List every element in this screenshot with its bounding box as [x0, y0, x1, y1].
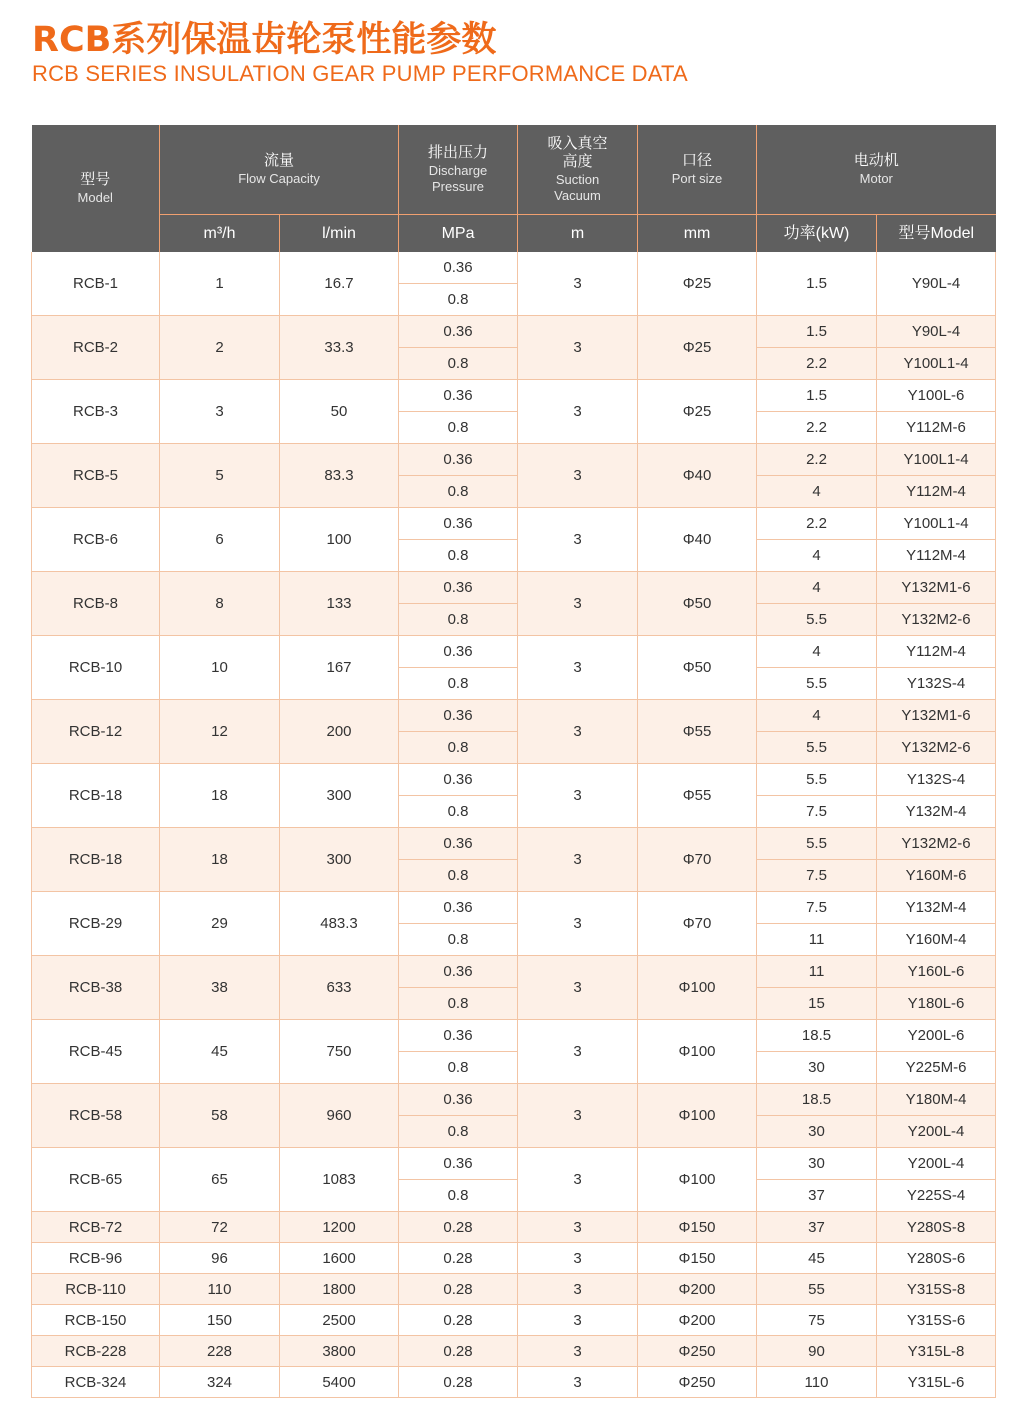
pressure-cell: 0.28: [399, 1305, 518, 1336]
motor-model-cell: Y132S-4: [877, 668, 996, 700]
motor-model-cell: Y200L-6: [877, 1020, 996, 1052]
suction-cell: 3: [518, 700, 638, 764]
unit-m3h: m³/h: [160, 215, 280, 253]
motor-model-cell: Y315L-8: [877, 1336, 996, 1367]
port-cell: Φ200: [638, 1305, 757, 1336]
power-cell: 5.5: [757, 604, 877, 636]
flow-lmin-cell: 100: [280, 508, 399, 572]
suction-cell: 3: [518, 380, 638, 444]
model-cell: RCB-65: [32, 1148, 160, 1212]
flow-m3h-cell: 2: [160, 316, 280, 380]
suction-cell: 3: [518, 636, 638, 700]
table-row: [32, 444, 996, 476]
motor-model-cell: Y112M-6: [877, 412, 996, 444]
pressure-cell: 0.8: [399, 860, 518, 892]
power-cell: 2.2: [757, 412, 877, 444]
flow-lmin-cell: 83.3: [280, 444, 399, 508]
page-title: RCB系列保温齿轮泵性能参数: [32, 20, 497, 60]
model-cell: RCB-1: [32, 252, 160, 316]
motor-model-cell: Y132M1-6: [877, 700, 996, 732]
flow-lmin-cell: 50: [280, 380, 399, 444]
flow-lmin-cell: 750: [280, 1020, 399, 1084]
header-port: 口径 Port size: [638, 125, 757, 215]
motor-model-cell: Y132M1-6: [877, 572, 996, 604]
port-cell: Φ250: [638, 1367, 757, 1398]
table-row: [32, 252, 996, 284]
power-cell: 1.5: [757, 380, 877, 412]
pressure-cell: 0.36: [399, 380, 518, 412]
table-row: [32, 1274, 996, 1305]
suction-cell: 3: [518, 316, 638, 380]
power-cell: 7.5: [757, 796, 877, 828]
flow-m3h-cell: 5: [160, 444, 280, 508]
model-cell: RCB-38: [32, 956, 160, 1020]
power-cell: 7.5: [757, 860, 877, 892]
port-cell: Φ40: [638, 508, 757, 572]
suction-cell: 3: [518, 572, 638, 636]
table-row: [32, 380, 996, 412]
flow-m3h-cell: 12: [160, 700, 280, 764]
power-cell: 11: [757, 956, 877, 988]
table-row: [32, 508, 996, 540]
pressure-cell: 0.36: [399, 764, 518, 796]
pressure-cell: 0.8: [399, 476, 518, 508]
power-cell: 4: [757, 636, 877, 668]
suction-cell: 3: [518, 764, 638, 828]
flow-lmin-cell: 2500: [280, 1305, 399, 1336]
pressure-cell: 0.28: [399, 1367, 518, 1398]
flow-m3h-cell: 1: [160, 252, 280, 316]
performance-table: [31, 125, 996, 1398]
model-cell: RCB-10: [32, 636, 160, 700]
model-cell: RCB-18: [32, 828, 160, 892]
flow-lmin-cell: 167: [280, 636, 399, 700]
model-cell: RCB-96: [32, 1243, 160, 1274]
pressure-cell: 0.36: [399, 252, 518, 284]
pressure-cell: 0.8: [399, 732, 518, 764]
suction-cell: 3: [518, 1336, 638, 1367]
flow-m3h-cell: 8: [160, 572, 280, 636]
power-cell: 11: [757, 924, 877, 956]
pressure-cell: 0.28: [399, 1212, 518, 1243]
table-row: [32, 828, 996, 860]
pressure-cell: 0.36: [399, 572, 518, 604]
flow-lmin-cell: 1600: [280, 1243, 399, 1274]
header-motor: 电动机 Motor: [757, 125, 996, 215]
motor-model-cell: Y180M-4: [877, 1084, 996, 1116]
header-flow: 流量 Flow Capacity: [160, 125, 399, 215]
power-cell: 55: [757, 1274, 877, 1305]
table-row: [32, 1084, 996, 1116]
suction-cell: 3: [518, 828, 638, 892]
model-cell: RCB-8: [32, 572, 160, 636]
table-row: [32, 636, 996, 668]
unit-lmin: l/min: [280, 215, 399, 253]
pressure-cell: 0.8: [399, 796, 518, 828]
flow-m3h-cell: 65: [160, 1148, 280, 1212]
flow-m3h-cell: 96: [160, 1243, 280, 1274]
flow-m3h-cell: 10: [160, 636, 280, 700]
flow-m3h-cell: 38: [160, 956, 280, 1020]
pressure-cell: 0.8: [399, 668, 518, 700]
model-cell: RCB-324: [32, 1367, 160, 1398]
port-cell: Φ150: [638, 1212, 757, 1243]
port-cell: Φ25: [638, 252, 757, 316]
port-cell: Φ70: [638, 828, 757, 892]
flow-m3h-cell: 324: [160, 1367, 280, 1398]
port-cell: Φ70: [638, 892, 757, 956]
suction-cell: 3: [518, 1148, 638, 1212]
pressure-cell: 0.8: [399, 1180, 518, 1212]
motor-model-cell: Y132S-4: [877, 764, 996, 796]
table-row: [32, 1212, 996, 1243]
flow-lmin-cell: 1200: [280, 1212, 399, 1243]
flow-m3h-cell: 45: [160, 1020, 280, 1084]
table-row: [32, 1336, 996, 1367]
pressure-cell: 0.36: [399, 444, 518, 476]
power-cell: 5.5: [757, 764, 877, 796]
table-row: [32, 700, 996, 732]
flow-m3h-cell: 150: [160, 1305, 280, 1336]
flow-m3h-cell: 228: [160, 1336, 280, 1367]
model-cell: RCB-58: [32, 1084, 160, 1148]
motor-model-cell: Y160M-4: [877, 924, 996, 956]
table-row: [32, 316, 996, 348]
power-cell: 18.5: [757, 1084, 877, 1116]
suction-cell: 3: [518, 1367, 638, 1398]
flow-lmin-cell: 200: [280, 700, 399, 764]
pressure-cell: 0.8: [399, 1116, 518, 1148]
motor-model-cell: Y100L-6: [877, 380, 996, 412]
power-cell: 1.5: [757, 252, 877, 316]
port-cell: Φ25: [638, 316, 757, 380]
suction-cell: 3: [518, 444, 638, 508]
flow-m3h-cell: 72: [160, 1212, 280, 1243]
motor-model-cell: Y112M-4: [877, 636, 996, 668]
power-cell: 5.5: [757, 732, 877, 764]
model-cell: RCB-110: [32, 1274, 160, 1305]
pressure-cell: 0.8: [399, 988, 518, 1020]
pressure-cell: 0.8: [399, 348, 518, 380]
flow-lmin-cell: 133: [280, 572, 399, 636]
model-cell: RCB-3: [32, 380, 160, 444]
power-cell: 5.5: [757, 668, 877, 700]
model-cell: RCB-6: [32, 508, 160, 572]
flow-lmin-cell: 3800: [280, 1336, 399, 1367]
motor-model-cell: Y132M2-6: [877, 828, 996, 860]
suction-cell: 3: [518, 892, 638, 956]
pressure-cell: 0.28: [399, 1243, 518, 1274]
pressure-cell: 0.8: [399, 284, 518, 316]
motor-model-cell: Y112M-4: [877, 476, 996, 508]
model-cell: RCB-18: [32, 764, 160, 828]
model-cell: RCB-72: [32, 1212, 160, 1243]
motor-model-cell: Y112M-4: [877, 540, 996, 572]
power-cell: 30: [757, 1116, 877, 1148]
power-cell: 7.5: [757, 892, 877, 924]
table-row: [32, 1243, 996, 1274]
header-model: 型号 Model: [32, 125, 160, 252]
motor-model-cell: Y200L-4: [877, 1148, 996, 1180]
power-cell: 45: [757, 1243, 877, 1274]
power-cell: 15: [757, 988, 877, 1020]
power-cell: 18.5: [757, 1020, 877, 1052]
pressure-cell: 0.36: [399, 892, 518, 924]
motor-model-cell: Y100L1-4: [877, 348, 996, 380]
port-cell: Φ250: [638, 1336, 757, 1367]
power-cell: 30: [757, 1148, 877, 1180]
pressure-cell: 0.8: [399, 604, 518, 636]
motor-model-cell: Y200L-4: [877, 1116, 996, 1148]
suction-cell: 3: [518, 956, 638, 1020]
power-cell: 4: [757, 540, 877, 572]
power-cell: 90: [757, 1336, 877, 1367]
flow-m3h-cell: 110: [160, 1274, 280, 1305]
model-cell: RCB-5: [32, 444, 160, 508]
motor-model-cell: Y315S-8: [877, 1274, 996, 1305]
power-cell: 75: [757, 1305, 877, 1336]
port-cell: Φ50: [638, 572, 757, 636]
power-cell: 2.2: [757, 348, 877, 380]
suction-cell: 3: [518, 1084, 638, 1148]
table-row: [32, 1020, 996, 1052]
port-cell: Φ50: [638, 636, 757, 700]
flow-lmin-cell: 960: [280, 1084, 399, 1148]
flow-lmin-cell: 16.7: [280, 252, 399, 316]
unit-mpa: MPa: [399, 215, 518, 253]
flow-lmin-cell: 1800: [280, 1274, 399, 1305]
suction-cell: 3: [518, 252, 638, 316]
pressure-cell: 0.36: [399, 956, 518, 988]
unit-m: m: [518, 215, 638, 253]
motor-model-cell: Y132M-4: [877, 796, 996, 828]
flow-m3h-cell: 29: [160, 892, 280, 956]
port-cell: Φ25: [638, 380, 757, 444]
header-suction: 吸入真空 高度 Suction Vacuum: [518, 125, 638, 215]
port-cell: Φ100: [638, 1020, 757, 1084]
pressure-cell: 0.36: [399, 316, 518, 348]
power-cell: 4: [757, 700, 877, 732]
page-subtitle: RCB SERIES INSULATION GEAR PUMP PERFORMANCE DATA: [32, 61, 688, 86]
pressure-cell: 0.36: [399, 1148, 518, 1180]
flow-lmin-cell: 300: [280, 764, 399, 828]
port-cell: Φ200: [638, 1274, 757, 1305]
motor-model-cell: Y132M2-6: [877, 732, 996, 764]
motor-model-cell: Y132M-4: [877, 892, 996, 924]
power-cell: 110: [757, 1367, 877, 1398]
flow-lmin-cell: 33.3: [280, 316, 399, 380]
motor-model-cell: Y280S-8: [877, 1212, 996, 1243]
motor-model-cell: Y160M-6: [877, 860, 996, 892]
unit-motor-model: 型号Model: [877, 215, 996, 253]
power-cell: 2.2: [757, 508, 877, 540]
flow-m3h-cell: 58: [160, 1084, 280, 1148]
table-row: [32, 1305, 996, 1336]
motor-model-cell: Y100L1-4: [877, 508, 996, 540]
pressure-cell: 0.28: [399, 1336, 518, 1367]
power-cell: 2.2: [757, 444, 877, 476]
power-cell: 37: [757, 1212, 877, 1243]
power-cell: 5.5: [757, 828, 877, 860]
flow-lmin-cell: 5400: [280, 1367, 399, 1398]
suction-cell: 3: [518, 1243, 638, 1274]
suction-cell: 3: [518, 1020, 638, 1084]
flow-m3h-cell: 18: [160, 764, 280, 828]
motor-model-cell: Y132M2-6: [877, 604, 996, 636]
motor-model-cell: Y100L1-4: [877, 444, 996, 476]
port-cell: Φ100: [638, 956, 757, 1020]
power-cell: 4: [757, 476, 877, 508]
port-cell: Φ150: [638, 1243, 757, 1274]
header-pressure: 排出压力 Discharge Pressure: [399, 125, 518, 215]
power-cell: 30: [757, 1052, 877, 1084]
power-cell: 1.5: [757, 316, 877, 348]
pressure-cell: 0.8: [399, 540, 518, 572]
table-row: [32, 892, 996, 924]
flow-lmin-cell: 300: [280, 828, 399, 892]
port-cell: Φ100: [638, 1148, 757, 1212]
port-cell: Φ100: [638, 1084, 757, 1148]
suction-cell: 3: [518, 1274, 638, 1305]
model-cell: RCB-45: [32, 1020, 160, 1084]
unit-power: 功率(kW): [757, 215, 877, 253]
motor-model-cell: Y315L-6: [877, 1367, 996, 1398]
table-row: [32, 956, 996, 988]
flow-m3h-cell: 18: [160, 828, 280, 892]
model-cell: RCB-29: [32, 892, 160, 956]
power-cell: 4: [757, 572, 877, 604]
power-cell: 37: [757, 1180, 877, 1212]
pressure-cell: 0.36: [399, 636, 518, 668]
port-cell: Φ55: [638, 700, 757, 764]
flow-m3h-cell: 6: [160, 508, 280, 572]
model-cell: RCB-150: [32, 1305, 160, 1336]
motor-model-cell: Y225M-6: [877, 1052, 996, 1084]
port-cell: Φ40: [638, 444, 757, 508]
flow-lmin-cell: 483.3: [280, 892, 399, 956]
pressure-cell: 0.28: [399, 1274, 518, 1305]
motor-model-cell: Y280S-6: [877, 1243, 996, 1274]
motor-model-cell: Y315S-6: [877, 1305, 996, 1336]
model-cell: RCB-228: [32, 1336, 160, 1367]
motor-model-cell: Y160L-6: [877, 956, 996, 988]
flow-m3h-cell: 3: [160, 380, 280, 444]
suction-cell: 3: [518, 1305, 638, 1336]
model-cell: RCB-2: [32, 316, 160, 380]
motor-model-cell: Y180L-6: [877, 988, 996, 1020]
model-cell: RCB-12: [32, 700, 160, 764]
unit-mm: mm: [638, 215, 757, 253]
table-row: [32, 1148, 996, 1180]
pressure-cell: 0.8: [399, 412, 518, 444]
motor-model-cell: Y225S-4: [877, 1180, 996, 1212]
table-row: [32, 764, 996, 796]
table-row: [32, 572, 996, 604]
pressure-cell: 0.8: [399, 1052, 518, 1084]
pressure-cell: 0.36: [399, 700, 518, 732]
pressure-cell: 0.8: [399, 924, 518, 956]
suction-cell: 3: [518, 508, 638, 572]
port-cell: Φ55: [638, 764, 757, 828]
pressure-cell: 0.36: [399, 828, 518, 860]
pressure-cell: 0.36: [399, 1020, 518, 1052]
suction-cell: 3: [518, 1212, 638, 1243]
table-body: [32, 252, 996, 1398]
motor-model-cell: Y90L-4: [877, 252, 996, 316]
motor-model-cell: Y90L-4: [877, 316, 996, 348]
flow-lmin-cell: 1083: [280, 1148, 399, 1212]
pressure-cell: 0.36: [399, 508, 518, 540]
flow-lmin-cell: 633: [280, 956, 399, 1020]
table-row: [32, 1367, 996, 1398]
pressure-cell: 0.36: [399, 1084, 518, 1116]
